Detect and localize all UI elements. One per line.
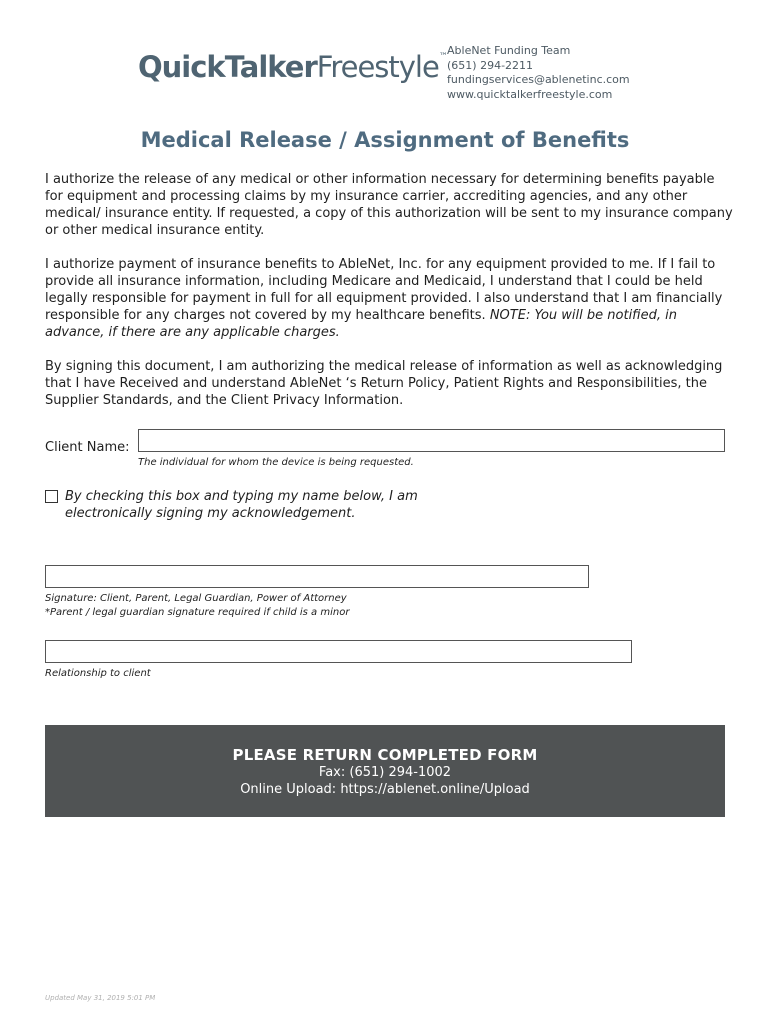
contact-block (447, 44, 630, 102)
esign-text: By checking this box and typing my name below, I am electronically signing my acknowledgement. (65, 489, 418, 521)
client-name-label: Client Name: (45, 440, 130, 455)
esign-checkbox[interactable] (45, 490, 58, 503)
paragraph-payment (45, 256, 735, 341)
logo-trademark: ™ (438, 52, 448, 62)
paragraph-release: I authorize the release of any medical or other information necessary for determining benefits payable for equipment and processing claims by my insurance carrier, accrediting agencies, and any other medical/ insurance entity. If requested, a copy of this authorization will be sent to my insurance company or other medical insurance entity. (45, 172, 733, 238)
client-name-hint: The individual for whom the device is being requested. (138, 457, 414, 468)
return-fax: Fax: (651) 294-1002 (318, 765, 452, 780)
contact-website: www.quicktalkerfreestyle.com (447, 87, 613, 101)
logo-quicktalker: QuickTalker (138, 50, 317, 84)
logo (138, 50, 448, 84)
relationship-input[interactable] (45, 640, 632, 663)
return-upload: Online Upload: https://ablenet.online/Upload (240, 782, 530, 797)
contact-team: AbleNet Funding Team (447, 44, 571, 57)
signature-hint-line1: Signature: Client, Parent, Legal Guardian, Power of Attorney (45, 593, 347, 604)
contact-phone: (651) 294-2211 (447, 58, 534, 72)
contact-email: fundingservices@ablenetinc.com (447, 73, 630, 86)
logo-freestyle: Freestyle (316, 50, 439, 84)
signature-input[interactable] (45, 565, 589, 588)
signature-hint-line2: *Parent / legal guardian signature required if child is a minor (45, 607, 350, 618)
relationship-hint: Relationship to client (45, 668, 151, 679)
client-name-input[interactable] (138, 429, 725, 452)
updated-timestamp: Updated May 31, 2019 5:01 PM (45, 994, 156, 1002)
paragraph-payment-text: I authorize payment of insurance benefits to AbleNet, Inc. for any equipment provided to me. If I fail to provide all insurance information, including Medicare and Medicaid, I understand that I could be held legally responsible for payment in full for all equipment provided. I also understand that I am financially responsible for any charges not covered by my healthcare benefits. (45, 257, 723, 323)
return-instructions-box (45, 725, 725, 817)
return-heading: PLEASE RETURN COMPLETED FORM (232, 746, 538, 764)
paragraph-payment-note: NOTE: You will be notified, in advance, if there are any applicable charges. (45, 308, 677, 340)
page-title: Medical Release / Assignment of Benefits (140, 128, 630, 152)
signature-hint (45, 592, 349, 620)
paragraph-acknowledgement: By signing this document, I am authorizing the medical release of information as well as acknowledging that I have Received and understand AbleNet ‘s Return Policy, Patient Rights and Responsibilities, the Supplier Standards, and the Client Privacy Information. (45, 359, 723, 408)
